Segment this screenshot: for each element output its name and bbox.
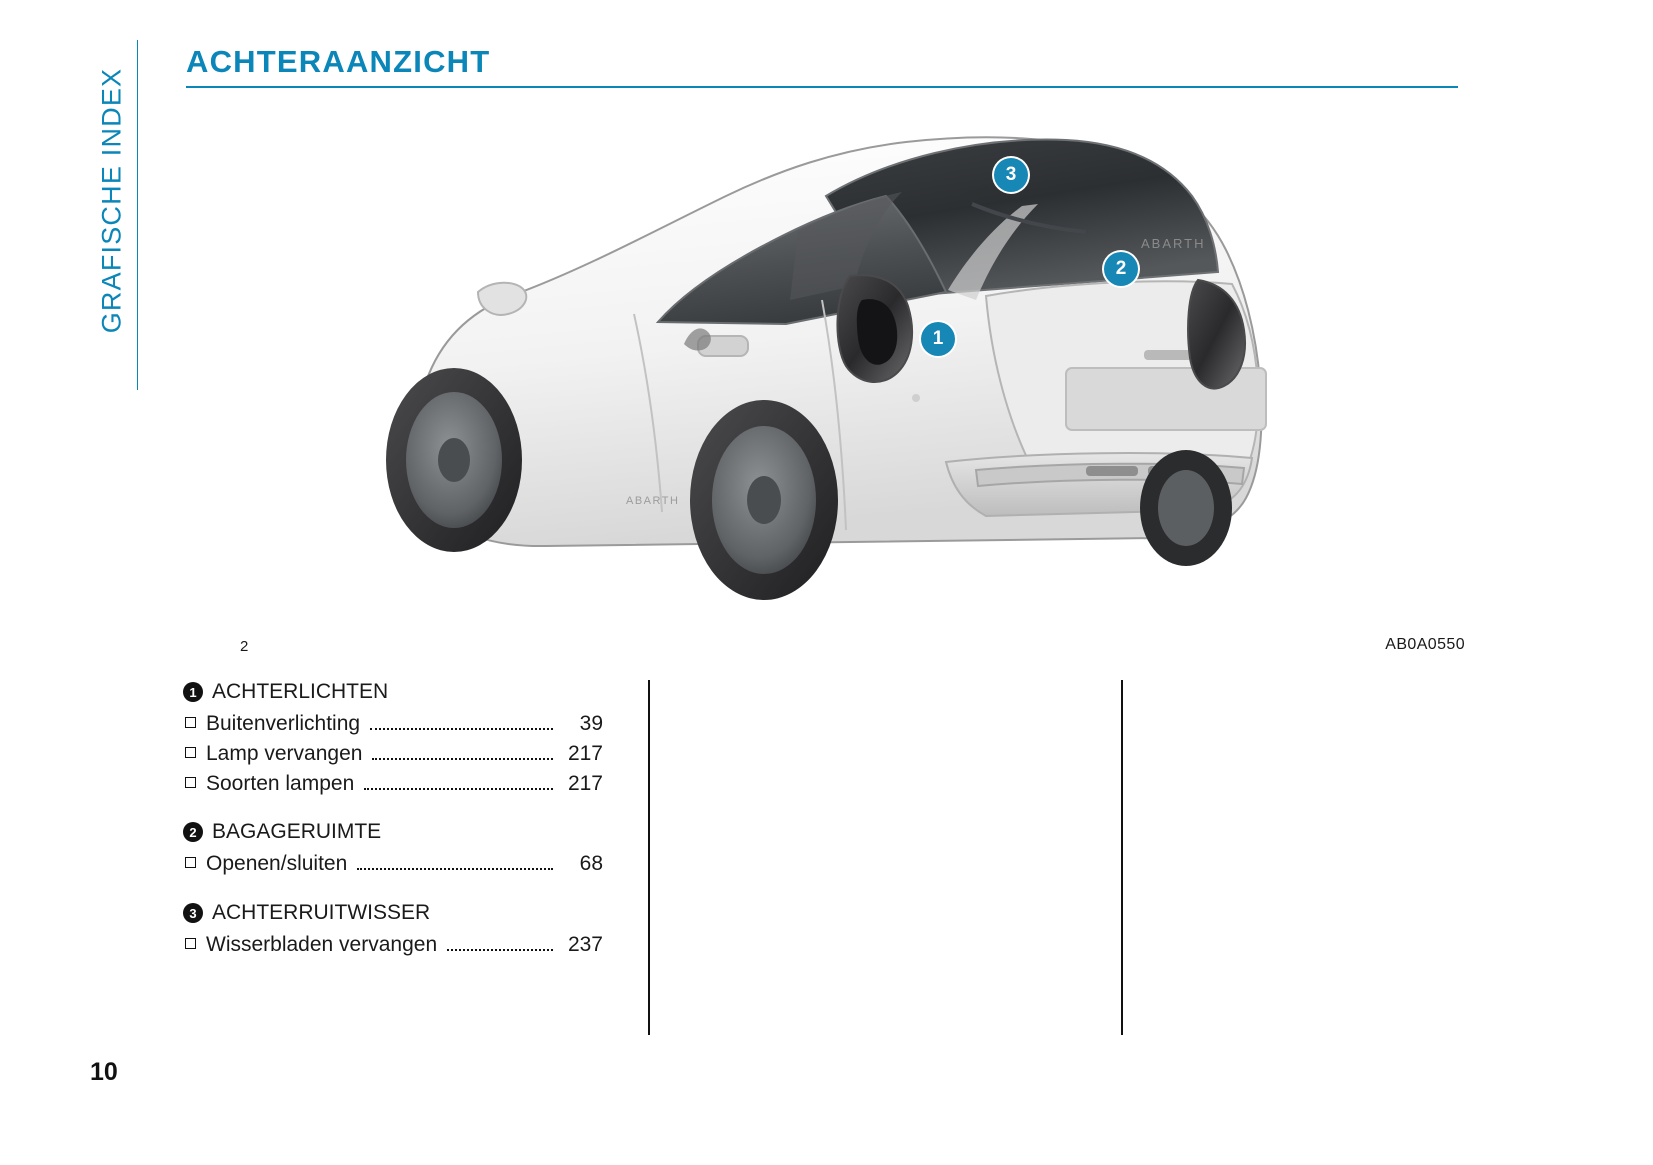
sill-decal: ABARTH: [626, 495, 680, 507]
legend-group-heading: [183, 901, 603, 925]
side-mirror: [478, 283, 526, 315]
charge-port-marker: [912, 394, 920, 402]
legend-row-page: 39: [579, 712, 603, 735]
bullet-square-icon: [185, 857, 196, 868]
legend-row[interactable]: [183, 849, 603, 879]
brand-script: ABARTH: [1141, 236, 1206, 251]
column-divider-2: [1121, 680, 1123, 1035]
legend-row-label: Buitenverlichting: [206, 712, 361, 735]
legend-group-heading: [183, 820, 603, 844]
legend-row[interactable]: [183, 709, 603, 739]
vehicle-rear-view-illustration: [186, 100, 1456, 620]
title-divider: [186, 86, 1458, 88]
legend-group-heading: [183, 680, 603, 704]
legend-number-badge: 1: [183, 682, 203, 702]
section-tab-rule: [137, 40, 138, 390]
legend-number-badge: 2: [183, 822, 203, 842]
legend-group: [183, 901, 603, 960]
legend-row[interactable]: [183, 769, 603, 799]
legend-row-page: 217: [567, 771, 603, 795]
license-plate-recess: [1066, 368, 1266, 430]
legend-row-page: 68: [579, 852, 603, 876]
legend-number-badge: 3: [183, 903, 203, 923]
legend-row-label: Wisserbladen vervangen: [206, 933, 438, 957]
legend-row[interactable]: [183, 739, 603, 769]
figure-number: 2: [240, 638, 249, 655]
legend-group: [183, 680, 603, 798]
legend-row-label: Soorten lampen: [206, 771, 355, 795]
wheel-rear: [690, 400, 838, 600]
car-rear-three-quarter-drawing: [186, 100, 1456, 620]
legend-row-label: Openen/sluiten: [206, 852, 348, 876]
tailgate-handle: [1144, 350, 1192, 360]
callout-marker-3: 3: [994, 158, 1028, 192]
leader-dots: [447, 949, 553, 951]
diffuser-fin-1: [1086, 466, 1138, 476]
bullet-square-icon: [185, 747, 196, 758]
page-number: 10: [90, 1058, 118, 1086]
callout-marker-2: 2: [1104, 252, 1138, 286]
leader-dots: [357, 868, 553, 870]
legend-group-title: ACHTERRUITWISSER: [212, 901, 431, 925]
legend-group-title: ACHTERLICHTEN: [212, 680, 389, 703]
leader-dots: [372, 758, 553, 760]
bullet-square-icon: [185, 777, 196, 788]
bullet-square-icon: [185, 717, 196, 728]
column-divider-1: [648, 680, 650, 1035]
leader-dots: [370, 728, 553, 730]
bullet-square-icon: [185, 938, 196, 949]
callout-marker-1: 1: [921, 322, 955, 356]
section-tab: [82, 40, 138, 390]
wheel-front: [386, 368, 522, 552]
legend-row[interactable]: [183, 930, 603, 960]
leader-dots: [364, 788, 553, 790]
section-tab-label: GRAFISCHE INDEX: [96, 67, 127, 334]
legend-list: [183, 680, 603, 982]
figure-code: AB0A0550: [1385, 636, 1465, 653]
wheel-rear-far: [1140, 450, 1232, 566]
legend-row-label: Lamp vervangen: [206, 741, 363, 765]
legend-row-page: 217: [567, 741, 603, 765]
legend-row-page: 237: [567, 933, 603, 957]
legend-group: [183, 820, 603, 879]
legend-group-title: BAGAGERUIMTE: [212, 820, 382, 844]
page-title: ACHTERAANZICHT: [186, 44, 491, 79]
